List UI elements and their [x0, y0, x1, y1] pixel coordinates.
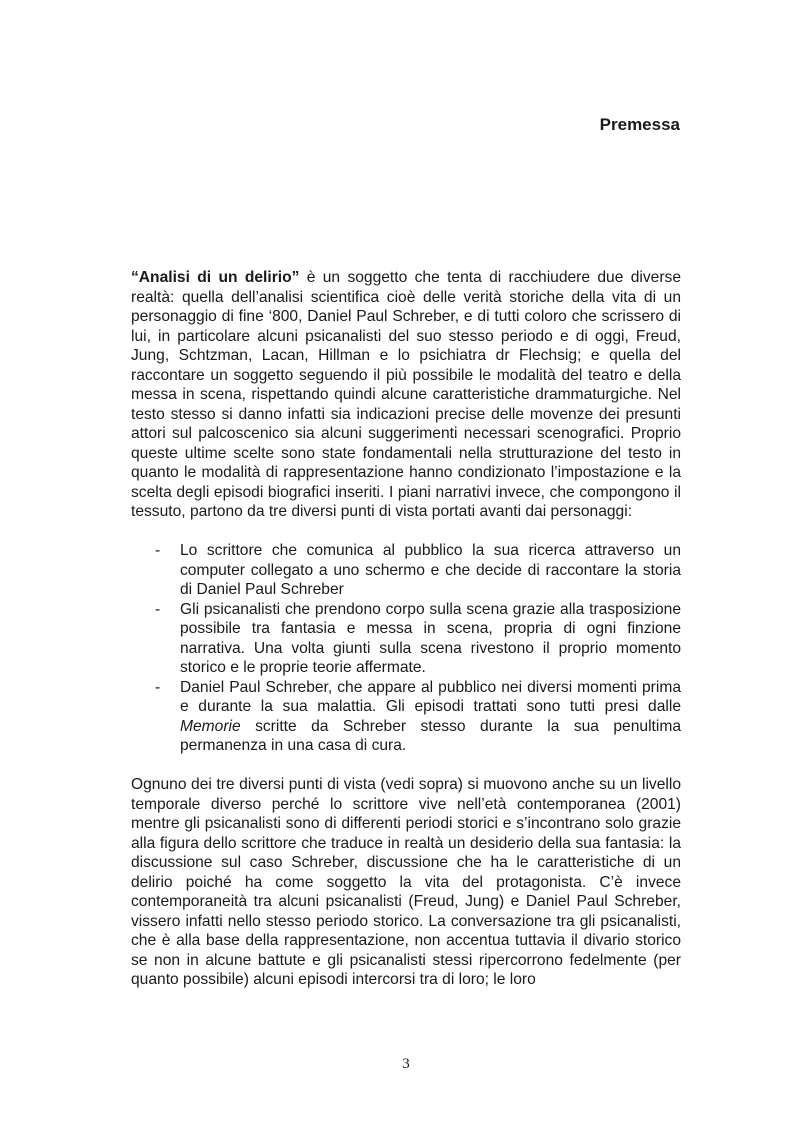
list-item-text-start: Daniel Paul Schreber, che appare al pubblico nei diversi momenti prima e durante la sua malattia. Gli episodi trattati sono tutti presi dalle [180, 678, 681, 715]
body-text [131, 268, 681, 990]
closing-paragraph: Ognuno dei tre diversi punti di vista (vedi sopra) si muovono anche su un livello temporale diverso perché lo scrittore vive nell’età contemporanea (2001) mentre gli psicanalisti sono di differenti periodi storici e s’incontrano solo grazie alla figura dello scrittore che traduce in realtà un desiderio della sua fantasia: la discussione sul caso Schreber, discussione che ha le caratteristiche di un delirio poiché ha come soggetto la vita del protagonista. C’è invece contemporaneità tra alcuni psicanalisti (Freud, Jung) e Daniel Paul Schreber, vissero infatti nello stesso periodo storico. La conversazione tra gli psicanalisti, che è alla base della rappresentazione, non accentua tuttavia il divario storico se non in alcune battute e gli psicanalisti stessi ripercorrono fedelmente (per quanto possibile) alcuni episodi intercorsi tra di loro; le loro [131, 776, 681, 988]
list-item [131, 600, 681, 678]
intro-paragraph [131, 268, 681, 522]
list-dash: - [155, 542, 161, 559]
list-item-text [180, 679, 681, 755]
list-dash: - [155, 600, 161, 618]
list-dash: - [155, 678, 161, 696]
intro-text: è un soggetto che tenta di racchiudere due diverse realtà: quella dell’analisi scientifica cioè delle verità storiche della vita di un personaggio di fine ‘800, Daniel Paul Schreber, e di tutti coloro che scrissero di lui, in particolare alcuni psicanalisti del suo stesso periodo e di oggi, Freud, Jung, Schtzman, Lacan, Hillman e lo psichiatra dr Flechsig; e quella del raccontare un soggetto seguendo il più possibile le modalità del teatro e della messa in scena, rispettando quindi alcune caratteristiche drammaturgiche. Nel testo stesso si danno infatti sia indicazioni precise delle movenze dei presunti attori sul palcoscenico sia alcuni suggerimenti necessari scenografici. Proprio queste ultime scelte sono state fondamentali nella strutturazione del testo in quanto le modalità di rappresentazione hanno condizionato l’impostazione e la scelta degli episodi biografici inseriti. I piani narrativi invece, che compongono il tessuto, partono da tre diversi punti di vista portati avanti dai personaggi: [131, 269, 681, 520]
list-item [131, 678, 681, 756]
title-text: Analisi di un delirio [138, 269, 292, 286]
list-item-text-end: scritte da Schreber stesso durante la sua penultima permanenza in una casa di cura. [180, 717, 681, 754]
title-close-quote: ” [291, 269, 300, 286]
list-item-text: Gli psicanalisti che prendono corpo sulla scena grazie alla trasposizione possibile tra fantasia e messa in scena, propria di ogni finzione narrativa. Una volta giunti sulla scena rivestono il proprio momento storico e le proprie teorie affermate. [180, 600, 681, 676]
title-open-quote: “ [131, 269, 139, 286]
page-number: 3 [402, 1056, 410, 1072]
list-item-text: Lo scrittore che comunica al pubblico la sua ricerca attraverso un computer collegato a uno schermo e che decide di raccontare la storia di Daniel Paul Schreber [180, 542, 681, 598]
work-title [131, 269, 299, 286]
viewpoint-list [131, 541, 681, 756]
memorie-italic: Memorie [180, 717, 241, 735]
list-item [131, 541, 681, 600]
page-heading: Premessa [599, 115, 680, 134]
